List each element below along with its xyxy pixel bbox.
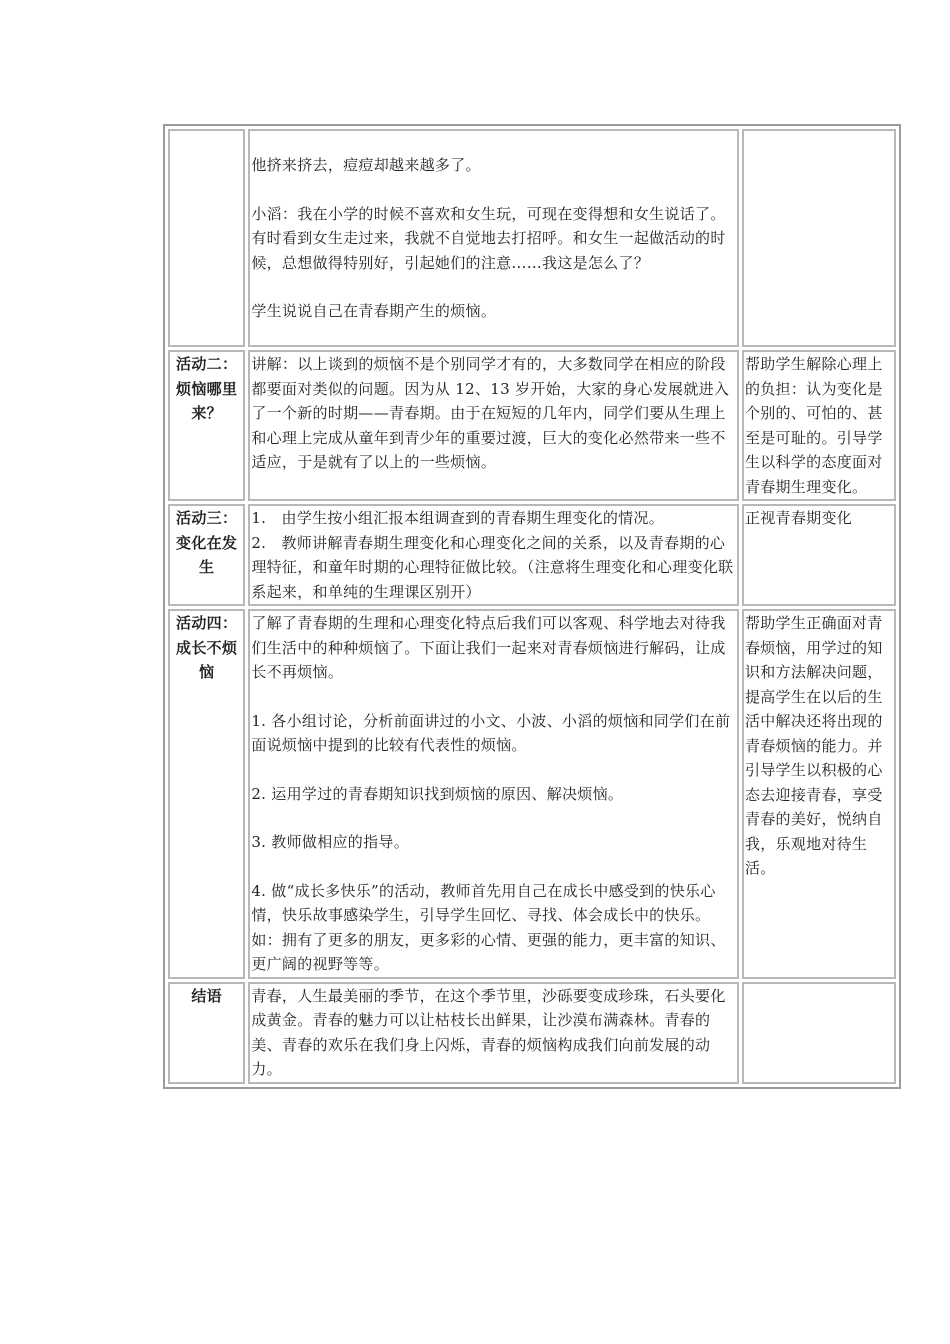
content-cell <box>248 350 739 501</box>
paragraph: 1. 由学生按小组汇报本组调查到的青春期生理变化的情况。 <box>251 509 665 527</box>
activity-label-cell: 活动二：烦恼哪里来？ <box>168 350 245 501</box>
purpose-cell: 帮助学生正确面对青春烦恼，用学过的知识和方法解决问题，提高学生在以后的生活中解决还将出现的青春烦恼的能力。并引导学生以积极的心态去迎接青春，享受青春的美好，悦纳自我，乐观地对待生活。 <box>742 609 896 979</box>
purpose-cell <box>742 129 896 347</box>
purpose-cell: 正视青春期变化 <box>742 504 896 606</box>
table-row <box>168 982 896 1084</box>
table-row <box>168 350 896 501</box>
content-cell <box>248 504 739 606</box>
purpose-cell <box>742 982 896 1084</box>
paragraph: 小滔：我在小学的时候不喜欢和女生玩，可现在变得想和女生说话了。有时看到女生走过来，我就不自觉地去打招呼。和女生一起做活动的时候，总想做得特别好，引起她们的注意……我这是怎么了？ <box>251 204 726 272</box>
paragraph: 4. 做“成长多快乐”的活动，教师首先用自己在成长中感受到的快乐心情，快乐故事感染学生，引导学生回忆、寻找、体会成长中的快乐。如：拥有了更多的朋友，更多彩的心情、更强的能力，更丰富的知识、更广阔的视野等等。 <box>251 881 726 973</box>
table-row <box>168 129 896 347</box>
paragraph: 了解了青春期的生理和心理变化特点后我们可以客观、科学地去对待我们生活中的种种烦恼了。下面让我们一起来对青春烦恼进行解码，让成长不再烦恼。 <box>251 614 726 681</box>
paragraph: 2. 运用学过的青春期知识找到烦恼的原因、解决烦恼。 <box>251 784 624 803</box>
paragraph: 他挤来挤去，痘痘却越来越多了。 <box>251 156 481 174</box>
content-cell <box>248 609 739 979</box>
table-row <box>168 609 896 979</box>
paragraph: 青春，人生最美丽的季节，在这个季节里，沙砾要变成珍珠，石头要化成黄金。青春的魅力可以让枯枝长出鲜果，让沙漠布满森林。青春的美、青春的欢乐在我们身上闪烁，青春的烦恼构成我们向前发展的动力。 <box>251 986 726 1078</box>
activity-label-cell: 活动四：成长不烦恼 <box>168 609 245 979</box>
paragraph: 3. 教师做相应的指导。 <box>251 833 409 851</box>
table-row <box>168 504 896 606</box>
paragraph: 讲解：以上谈到的烦恼不是个别同学才有的，大多数同学在相应的阶段都要面对类似的问题。因为从 12、13 岁开始，大家的身心发展就进入了一个新的时期——青春期。由于在短短的几年内，同学们要从生理上和心理上完成从童年到青少年的重要过渡，巨大的变化必然带来一些不适应，于是就有了以上的一些烦恼。 <box>251 355 730 471</box>
activity-label-cell: 结语 <box>168 982 245 1084</box>
paragraph: 学生说说自己在青春期产生的烦恼。 <box>251 302 497 320</box>
content-cell <box>248 129 739 347</box>
content-cell <box>248 982 739 1084</box>
paragraph: 2. 教师讲解青春期生理变化和心理变化之间的关系，以及青春期的心理特征，和童年时期的心理特征做比较。（注意将生理变化和心理变化联系起来，和单纯的生理课区别开） <box>251 533 734 601</box>
activity-label-cell <box>168 129 245 347</box>
activity-label-cell: 活动三：变化在发生 <box>168 504 245 606</box>
purpose-cell: 帮助学生解除心理上的负担：认为变化是个别的、可怕的、甚至是可耻的。引导学生以科学的态度面对青春期生理变化。 <box>742 350 896 501</box>
lesson-plan-table <box>163 124 901 1089</box>
paragraph: 1. 各小组讨论，分析前面讲过的小文、小波、小滔的烦恼和同学们在前面说烦恼中提到的比较有代表性的烦恼。 <box>251 711 731 754</box>
